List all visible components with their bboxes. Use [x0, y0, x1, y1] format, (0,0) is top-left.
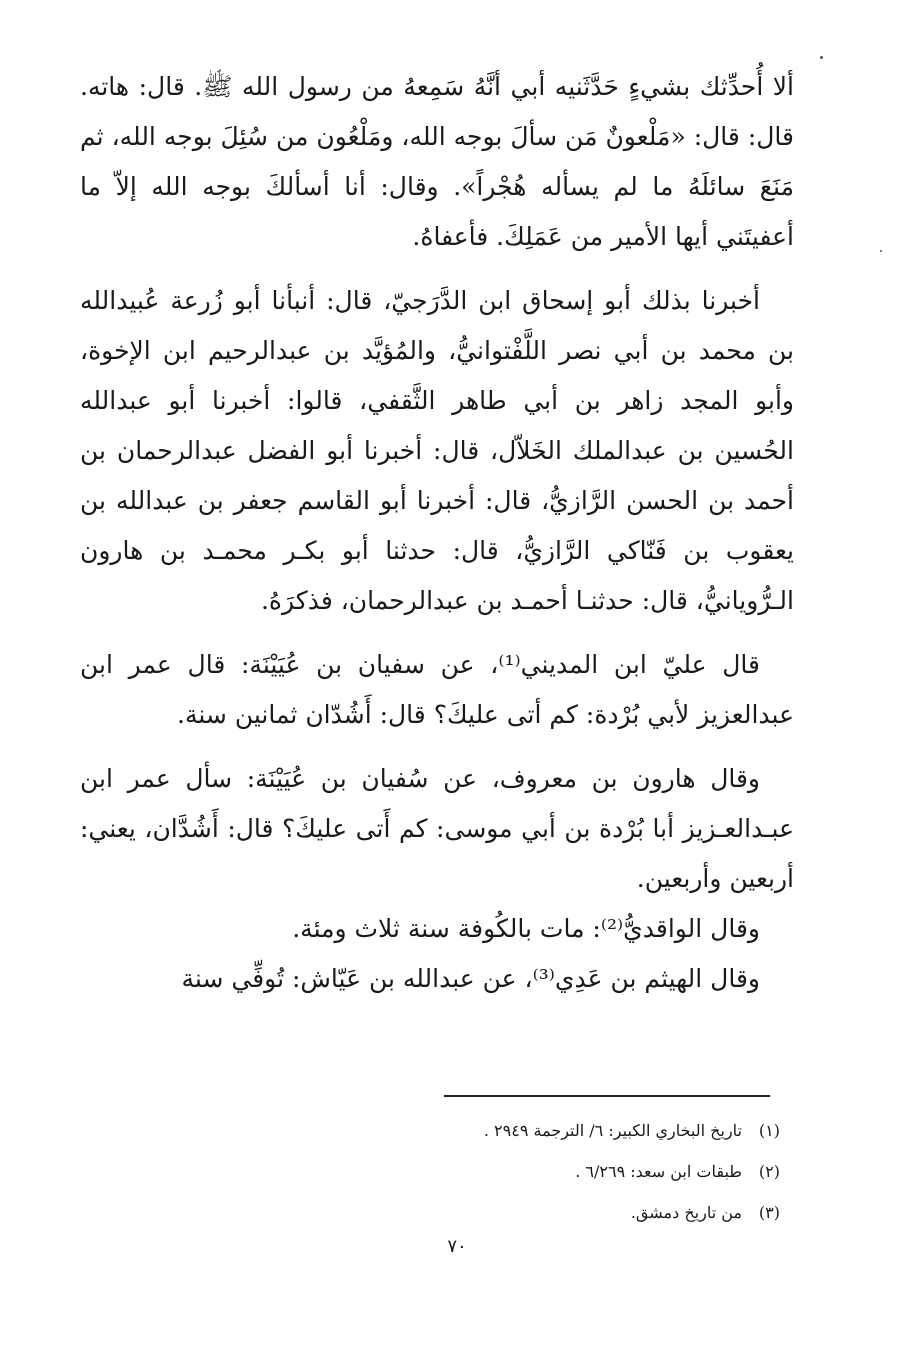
footnote-number: (٣): [758, 1203, 780, 1222]
footnote-text: طبقات ابن سعد: ٦/٢٦٩ .: [575, 1162, 742, 1181]
paragraph: وقال الهيثم بن عَدِي⁽³⁾، عن عبدالله بن عَيّاش: تُوفِّي سنة: [181, 964, 760, 993]
footnote-number: (٢): [758, 1162, 780, 1181]
footnote-text: من تاريخ دمشق.: [630, 1203, 742, 1222]
paragraph: أخبرنا بذلك أبو إسحاق ابن الدَّرَجيّ، قال: أنبأنا أبو زُرعة عُبيدالله بن محمد بن أبي نصر اللَّفْتوانيُّ، والمُؤيَّد بن عبدالرحيم ابن الإخوة، وأبو المجد زاهر بن أبي طاهر الثَّقفي، قالوا: أخبرنا أبو عبدالله الحُسين بن عبدالملك الخَلاّل، قال: أخبرنا أبو الفضل عبدالرحمان بن أحمد بن الحسن الرَّازيُّ، قال: أخبرنا أبو القاسم جعفر بن عبدالله بن يعقوب بن فَنّاكي الرَّازيُّ، قال: حدثنا أبو بكـر محمـد بن هارون الـرُّويانيُّ، قال: حدثنـا أحمـد بن عبدالرحمان، فذكرَهُ.: [80, 286, 794, 615]
paragraph: ألا أُحدِّثك بشيءٍ حَدَّثَنيه أبي أنَّهُ سَمِعهُ من رسول الله ﷺ. قال: هاته. قال: قال: «مَلْعونٌ مَن سألَ بوجه الله، ومَلْعُون من سُئِلَ بوجه الله، ثم مَنَعَ سائلَهُ ما لم يسأله هُجْراً». وقال: أنا أسألكَ بوجه الله إلاّ ما أعفيتَني أيها الأمير من عَمَلِكَ. فأعفاهُ.: [80, 72, 794, 251]
footnote-number: (١): [758, 1121, 780, 1140]
paragraph: قال عليّ ابن المديني⁽¹⁾، عن سفيان بن عُيَيْنَة: قال عمر ابن عبدالعزيز لأبي بُرْدة: كم أتى عليكَ؟ قال: أَشُدّان ثمانين سنة.: [80, 650, 794, 729]
footnote: [260, 1110, 780, 1151]
main-text: [80, 62, 794, 1004]
scan-speck: [880, 250, 882, 252]
paragraph: وقال الواقديُّ⁽²⁾: مات بالكُوفة سنة ثلاث ومئة.: [292, 914, 760, 943]
footnote-text: تاريخ البخاري الكبير: ٦/ الترجمة ٢٩٤٩ .: [483, 1121, 742, 1140]
footnotes: [260, 1110, 780, 1233]
footnote-separator: [444, 1095, 770, 1097]
page-number: ٧٠: [447, 1236, 467, 1257]
paragraph: وقال هارون بن معروف، عن سُفيان بن عُيَيْنَة: سأل عمر ابن عبـدالعـزيز أبا بُرْدة بن أبي موسى: كم أَتى عليكَ؟ قال: أَشُدَّان، يعني: أربعين وأربعين.: [80, 764, 794, 893]
scan-speck: [820, 56, 823, 59]
footnote: [260, 1192, 780, 1233]
footnote: [260, 1151, 780, 1192]
